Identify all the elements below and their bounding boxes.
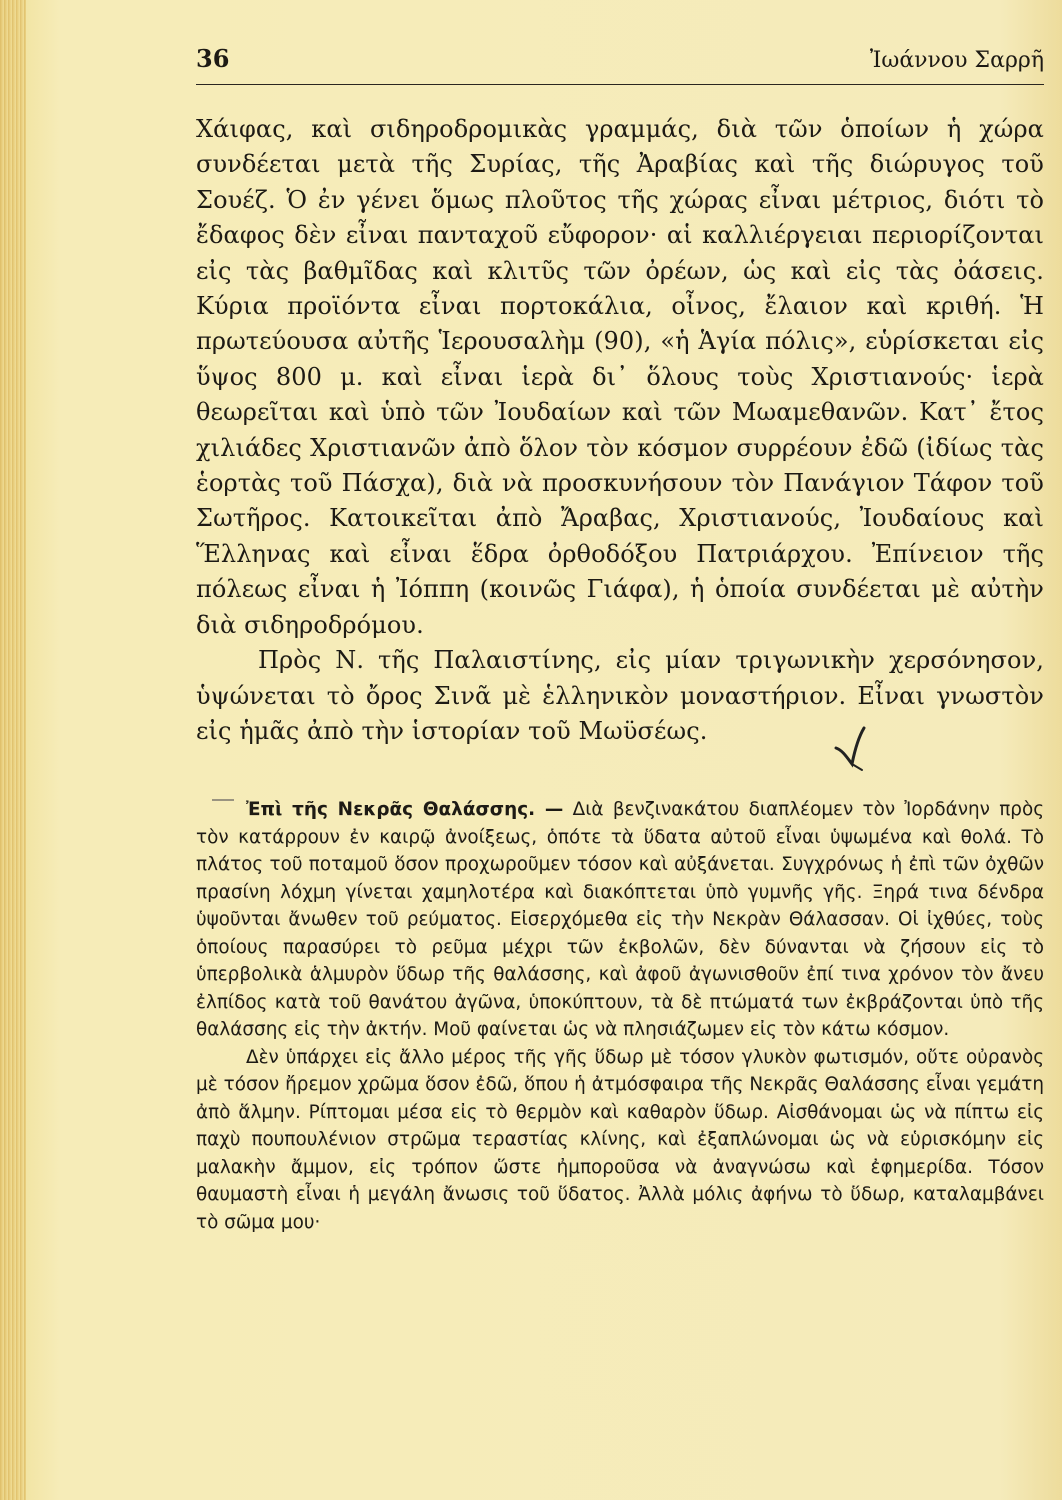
note-paragraph-2: Δὲν ὑπάρχει εἰς ἄλλο μέρος τῆς γῆς ὕδωρ μὲ τόσον γλυκὸν φωτισμόν, οὔτε οὐρανὸς μὲ τόσον ἤρεμον χρῶμα ὅσον ἐδῶ, ὅπου ἡ ἀτμόσφαιρα τῆς Νεκρᾶς Θαλάσσης εἶναι γεμάτη ἀπὸ ἅλμην. Ρίπτομαι μέσα εἰς τὸ θερμὸν καὶ καθαρὸν ὕδωρ. Αἰσθάνομαι ὡς νὰ πίπτω εἰς παχὺ πουπουλένιον στρῶμα τεραστίας κλίνης, καὶ ἐξαπλώνομαι ὡς νὰ εὑρισκόμην εἰς μαλακὴν ἄμμον, εἰς τρόπον ὥστε ἠμποροῦσα νὰ ἀναγνώσω καὶ ἐφημερίδα. Τόσον θαυμαστὴ εἶναι ἡ μεγάλη ἄνωσις τοῦ ὕδατος. Ἀλλὰ μόλις ἀφήνω τὸ ὕδωρ, καταλαμβάνει τὸ σῶμα μου· [196,1046,1044,1233]
note-section [196,796,1044,1236]
main-paragraph-1: Χάιφας, καὶ σιδηροδρομικὰς γραμμάς, διὰ τῶν ὁποίων ἡ χώρα συνδέεται μετὰ τῆς Συρίας, τῆς Ἀραβίας καὶ τῆς διώρυγος τοῦ Σουέζ. Ὁ ἐν γένει ὅμως πλοῦτος τῆς χώρας εἶναι μέτριος, διότι τὸ ἔδαφος δὲν εἶναι πανταχοῦ εὔφορον· αἱ καλλιέργειαι περιορίζονται εἰς τὰς βαθμῖδας καὶ κλιτῦς τῶν ὀρέων, ὡς καὶ εἰς τὰς ὀάσεις. Κύρια προϊόντα εἶναι πορτοκάλια, οἶνος, ἔλαιον καὶ κριθή. Ἡ πρωτεύουσα αὐτῆς Ἱερουσαλὴμ (90), «ἡ Ἁγία πόλις», εὑρίσκεται εἰς ὕψος 800 μ. καὶ εἶναι ἱερὰ δι᾽ ὅλους τοὺς Χριστιανούς· ἱερὰ θεωρεῖται καὶ ὑπὸ τῶν Ἰουδαίων καὶ τῶν Μωαμεθανῶν. Κατ᾽ ἔτος χιλιάδες Χριστιανῶν ἀπὸ ὅλον τὸν κόσμον συρρέουν ἐδῶ (ἰδίως τὰς ἑορτὰς τοῦ Πάσχα), διὰ νὰ προσκυνήσουν τὸν Πανάγιον Τάφον τοῦ Σωτῆρος. Κατοικεῖται ἀπὸ Ἄραβας, Χριστιανούς, Ἰουδαίους καὶ Ἕλληνας καὶ εἶναι ἕδρα ὀρθοδόξου Πατριάρχου. Ἐπίνειον τῆς πόλεως εἶναι ἡ Ἰόππη (κοινῶς Γιάφα), ἡ ὁποία συνδέεται μὲ αὐτὴν διὰ σιδηροδρόμου. [196,115,1044,639]
note-paragraph-1-text: Διὰ βενζινακάτου διαπλέομεν τὸν Ἰορδάνην πρὸς τὸν κατάρρουν ἐν καιρῷ ἀνοίξεως, ὁπότε τὰ ὕδατα αὐτοῦ εἶναι ὑψωμένα καὶ θολά. Τὸ πλάτος τοῦ ποταμοῦ ὅσον προχωροῦμεν τόσον καὶ αὐξάνεται. Συγχρόνως ἡ ἐπὶ τῶν ὀχθῶν πρασίνη λόχμη γίνεται χαμηλοτέρα καὶ διακόπτεται ὑπὸ γυμνῆς γῆς. Ξηρά τινα δένδρα ὑψοῦνται ἄνωθεν τοῦ ρεύματος. Εἰσερχόμεθα εἰς τὴν Νεκρὰν Θάλασσαν. Οἱ ἰχθύες, τοὺς ὁποίους παρασύρει τὸ ρεῦμα μέχρι τῶν ἐκβολῶν, δὲν δύνανται νὰ ζήσουν εἰς τὸ ὑπερβολικὰ ἁλμυρὸν ὕδωρ τῆς θαλάσσης, καὶ ἀφοῦ ἀγωνισθοῦν ἐπί τινα χρόνον τὸν ἄνευ ἐλπίδος κατὰ τοῦ θανάτου ἀγῶνα, ὑποκύπτουν, τὰ δὲ πτώματά των ἐκβράζονται ὑπὸ τῆς θαλάσσης εἰς τὴν ἀκτήν. Μοῦ φαίνεται ὡς νὰ πλησιάζωμεν εἰς τὸν κάτω κόσμον. [196,799,1044,1040]
page-header [196,44,1044,85]
note-paragraph-1 [196,796,1044,1044]
note-heading: Ἐπὶ τῆς Νεκρᾶς Θαλάσσης. — [246,799,564,820]
handwritten-check-icon [832,724,872,772]
page-number: 36 [196,44,230,73]
main-text [196,112,1044,749]
page-edge-stack [0,0,26,1500]
main-paragraph-2: Πρὸς Ν. τῆς Παλαιστίνης, εἰς μίαν τριγωνικὴν χερσόνησον, ὑψώνεται τὸ ὄρος Σινᾶ μὲ ἑλληνικὸν μοναστήριον. Εἶναι γνωστὸν εἰς ἡμᾶς ἀπὸ τὴν ἱστορίαν τοῦ Μωϋσέως. [196,646,1044,745]
running-head: Ἰωάννου Σαρρῆ [869,48,1044,73]
